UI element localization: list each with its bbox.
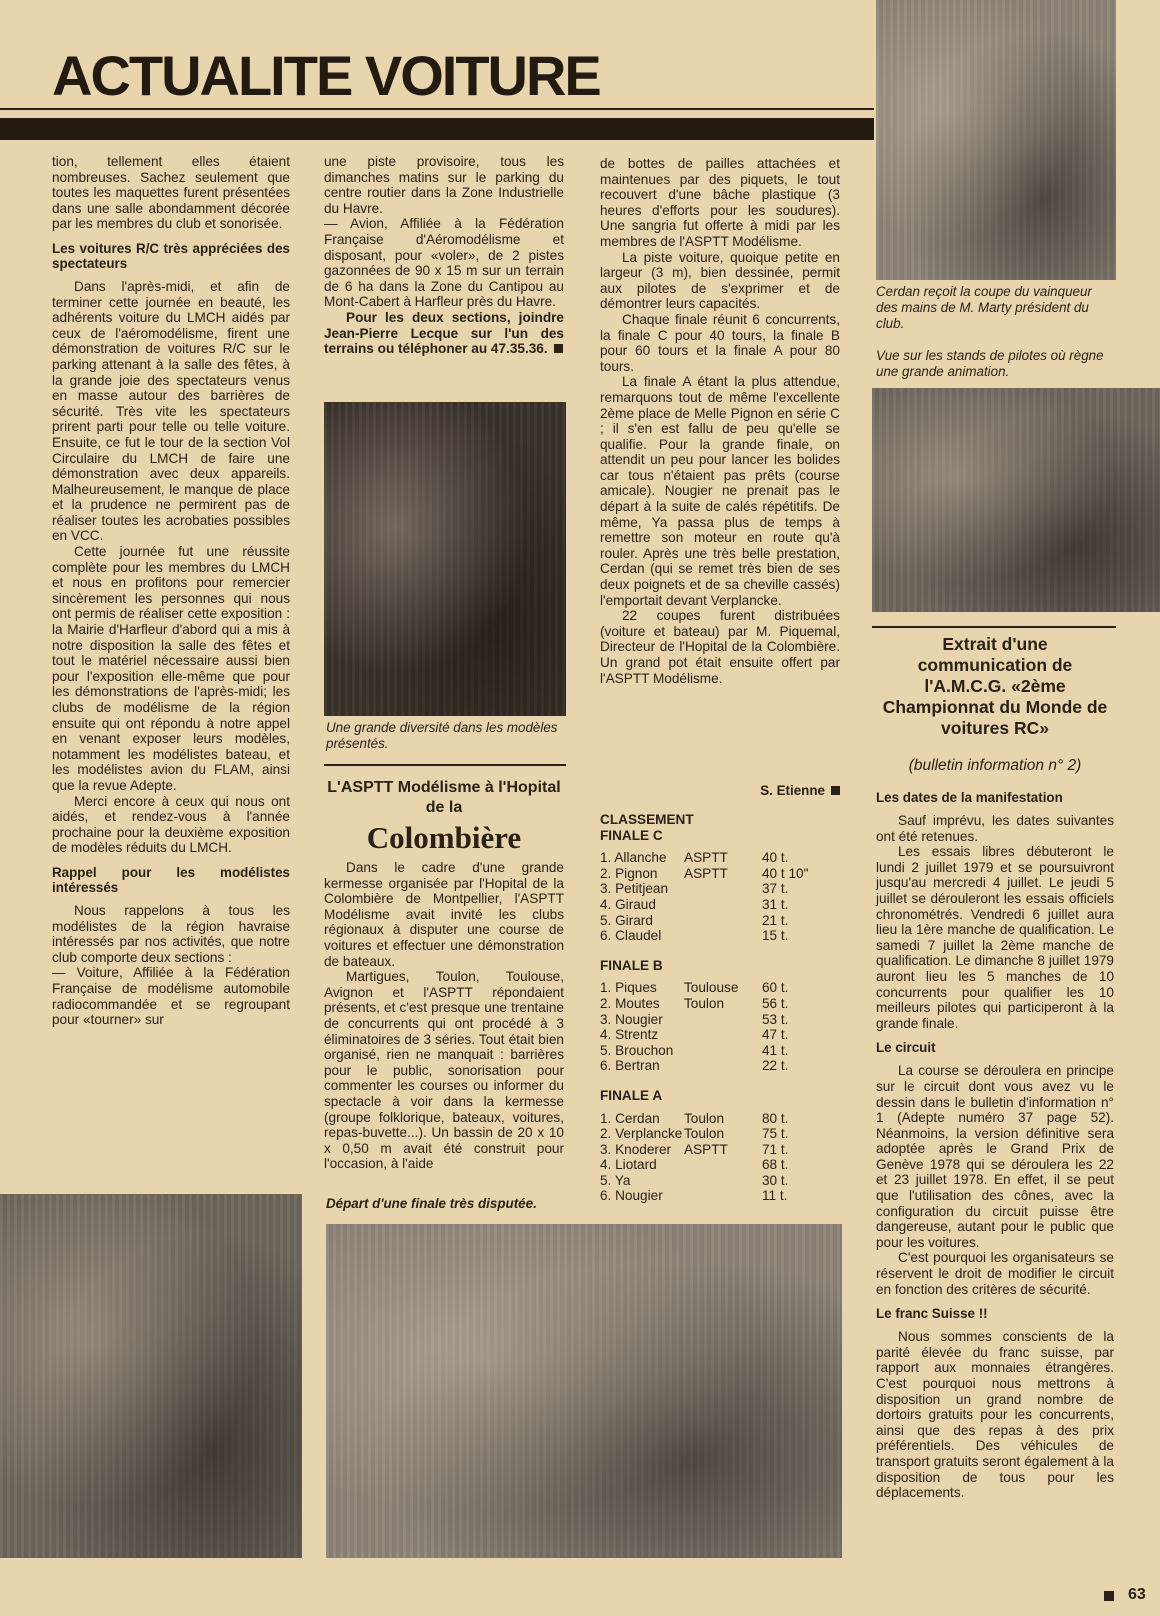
paragraph: Chaque finale réunit 6 concurrents, la finale C pour 40 tours, la finale B pour 60 tours et la finale A pour 80 tours. — [600, 311, 840, 374]
article-subtitle: (bulletin information n° 2) — [908, 757, 1082, 774]
result-name: 3. Nougier — [600, 1011, 663, 1027]
divider — [324, 764, 566, 766]
column-1 — [52, 154, 290, 1028]
result-name: 3. Petitjean — [600, 881, 669, 897]
result-club — [684, 1188, 762, 1204]
result-club — [684, 1027, 762, 1043]
subheading: Le franc Suisse !! — [876, 1306, 988, 1322]
result-laps: 80 t. — [762, 1110, 789, 1126]
result-name: 5. Girard — [600, 912, 653, 928]
header-rule — [0, 108, 874, 110]
result-laps: 31 t. — [762, 896, 789, 912]
result-club — [684, 1058, 762, 1074]
result-name: 5. Brouchon — [600, 1042, 674, 1058]
result-club: Toulon — [684, 1110, 725, 1126]
column-2 — [324, 154, 564, 357]
result-name: 2. Pignon — [600, 865, 658, 881]
result-name: 1. Allanche — [600, 850, 667, 866]
result-row — [600, 1188, 812, 1204]
result-row — [600, 913, 812, 929]
result-name: 3. Knoderer — [600, 1141, 672, 1157]
result-laps: 71 t. — [762, 1141, 789, 1157]
result-laps: 15 t. — [762, 928, 789, 944]
subheading: Les voitures R/C très appréciées des spectateurs — [52, 240, 290, 271]
paragraph: Nous rappelons à tous les modélistes de la région havraise intéressés par nos activités, que notre club comporte deux sections : — [52, 902, 290, 965]
paragraph: La finale A étant la plus attendue, remarquons tout de même l'excellente 2ème place de Melle Pignon en série C ; il s'en est fallu de peu qu'elle se qualifie. Pour la grande finale, on attendit un peu pour lancer les bolides car tous n'étaient pas prêts (course amicale). Nougier ne prenait pas le départ à la suite de calés répétitifs. De même, Ya passa plus de temps à remettre son moteur en route qu'à rouler. Après une très belle prestation, Cerdan (qui se remet très bien de ses deux poignets et de sa cheville cassés) l'emportait devant Verplancke. — [600, 374, 840, 608]
result-row — [600, 897, 812, 913]
result-club — [684, 1157, 762, 1173]
result-name: 5. Ya — [600, 1172, 631, 1188]
results-block — [600, 812, 840, 1218]
result-row — [600, 1126, 812, 1142]
end-mark — [831, 786, 840, 795]
result-name: 4. Giraud — [600, 896, 656, 912]
result-row — [600, 850, 812, 866]
paragraph: Les essais libres débuteront le lundi 2 juillet 1979 et se poursuivront jusqu'au mercredi 4 juillet. Le jeudi 5 juillet se dérouleront les essais officiels chronométrés. Vendredi 6 juillet aura lieu la 1ère manche de qualification. Le samedi 7 juillet la 2ème manche de qualification. Le dimanche 8 juillet 1979 auront lieu les 5 manches de 10 concurrents pour qualifier les 10 meilleurs pilotes qui participeront à la grande finale. — [876, 844, 1114, 1031]
result-row — [600, 1111, 812, 1127]
result-name: 4. Strentz — [600, 1027, 659, 1043]
result-club: ASPTT — [684, 1141, 728, 1157]
paragraph: Merci encore à ceux qui nous ont aidés, et rendez-vous à l'année prochaine pour la deuxième exposition de modèles réduits du LMCH. — [52, 793, 290, 856]
photo-pilot-stands — [872, 388, 1160, 612]
paragraph: Cette journée fut une réussite complète pour les membres du LMCH et nous en profitons pour remercier sincèrement les personnes qui nous ont permis de réaliser cette exposition : la Mairie d'Harfleur d'abord qui a mis à notre disposition la salle des fêtes et tout le matériel nécessaire aussi bien pour l'exposition elle-même que pour les démonstrations de l'après-midi; les clubs de modélisme de la région ensuite qui ont répondu à notre appel en venant exposer leurs modèles, notamment les modélistes bateau, et les modélistes avion du FLAM, ainsi que la revue Adepte. — [52, 544, 290, 793]
paragraph: — Avion, Affiliée à la Fédération Française d'Aéromodélisme et disposant, pour «voler», de 2 pistes gazonnées de 90 x 15 m sur un terrain de 6 ha dans la Zone du Cantipou au Mont-Cabert à Harfleur près du Havre. — [324, 216, 564, 310]
paragraph: Nous sommes conscients de la parité élevée du franc suisse, par rapport aux monnaies étrangères. C'est pourquoi nous mettrons à disposition un grand nombre de dortoirs gratuits pour les concurrents, ainsi que des repas à des prix préférentiels. Des véhicules de transport gratuits seront également à la disposition de tous pour les déplacements. — [876, 1329, 1114, 1501]
paragraph: Pour les deux sections, joindre Jean-Pierre Lecque sur l'un des terrains ou téléphoner au 47.35.36. — [324, 309, 564, 357]
result-row — [600, 1058, 812, 1074]
column-3 — [600, 156, 840, 686]
header-bar — [0, 118, 874, 140]
caption: Cerdan reçoit la coupe du vainqueur des mains de M. Marty président du club. — [876, 284, 1092, 331]
article-title: Extrait d'une communication de l'A.M.C.G. «2ème Championnat du Monde de voitures RC» — [882, 634, 1108, 738]
results-table-a — [600, 1111, 812, 1205]
result-name: 4. Liotard — [600, 1157, 657, 1173]
result-name: 2. Verplancke — [600, 1126, 683, 1142]
result-club — [684, 881, 762, 897]
paragraph: 22 coupes furent distribuées (voiture et bateau) par M. Piquemal, Directeur de l'Hopital de la Colombière. Un grand pot était ensuite offert par l'ASPTT Modélisme. — [600, 608, 840, 686]
caption: Une grande diversité dans les modèles présentés. — [326, 720, 558, 751]
end-mark — [1104, 1591, 1114, 1601]
result-row — [600, 1142, 812, 1158]
page-number: 63 — [1128, 1586, 1146, 1603]
paragraph: Dans le cadre d'une grande kermesse organisée par l'Hopital de la Colombière de Montpellier, l'ASPTT Modélisme avait invité les clubs régionaux à disputer une course de voitures et effectuer une démonstration de bateaux. — [324, 860, 564, 969]
signature: S. Etienne — [600, 783, 840, 798]
result-club — [684, 897, 762, 913]
end-mark — [554, 344, 563, 353]
result-laps: 75 t. — [762, 1126, 789, 1142]
paragraph: Martigues, Toulon, Toulouse, Avignon et l'ASPTT répondaient présents, et c'est presque une trentaine de concurrents qui ont procédé à 3 éliminatoires de 3 séries. Tout était bien organisé, rien ne manquait : barrières pour le public, sonorisation pour commenter les courses ou informer du spectacle à voir dans la kermesse (groupe folklorique, bateaux, voitures, repas-buvette...). Un bassin de 20 x 10 x 0,50 m avait été construit pour l'occasion, à l'aide — [324, 969, 564, 1172]
paragraph: — Voiture, Affiliée à la Fédération Française de modélisme automobile radiocommandée et se regroupant pour «tourner» sur — [52, 965, 290, 1028]
result-laps: 68 t. — [762, 1157, 789, 1173]
result-club — [684, 1012, 762, 1028]
photo-trophy — [876, 0, 1116, 280]
caption: Départ d'une finale très disputée. — [326, 1196, 537, 1211]
subheading: Rappel pour les modélistes intéressés — [52, 864, 290, 895]
result-club: Toulon — [684, 1126, 725, 1142]
result-club — [684, 913, 762, 929]
result-row — [600, 980, 812, 996]
result-laps: 40 t 10" — [762, 865, 809, 881]
paragraph: Sauf imprévu, les dates suivantes ont été retenues. — [876, 813, 1114, 844]
paragraph: La piste voiture, quoique petite en largeur (3 m), bien dessinée, permit aux pilotes de s'exprimer et de démontrer leurs capacités. — [600, 249, 840, 312]
result-row — [600, 996, 812, 1012]
result-row — [600, 1157, 812, 1173]
caption: Vue sur les stands de pilotes où règne une grande animation. — [876, 348, 1104, 379]
paragraph: tion, tellement elles étaient nombreuses. Sachez seulement que toutes les maquettes furent présentées dans une salle abondamment décorée par les membres du club et sonorisée. — [52, 154, 290, 232]
finale-title: FINALE A — [600, 1087, 663, 1103]
result-club: ASPTT — [684, 850, 728, 866]
result-laps: 41 t. — [762, 1042, 789, 1058]
result-row — [600, 1043, 812, 1059]
column-2-article — [324, 860, 564, 1172]
result-name: 6. Nougier — [600, 1188, 663, 1204]
result-laps: 37 t. — [762, 881, 789, 897]
subheading: Les dates de la manifestation — [876, 790, 1063, 805]
result-club — [684, 1173, 762, 1189]
result-row — [600, 1173, 812, 1189]
result-name: 2. Moutes — [600, 995, 660, 1011]
paragraph: C'est pourquoi les organisateurs se réservent le droit de modifier le circuit en fonction des critères de sécurité. — [876, 1250, 1114, 1297]
result-row — [600, 928, 812, 944]
divider — [872, 626, 1116, 628]
results-table-b — [600, 980, 812, 1074]
result-laps: 21 t. — [762, 912, 789, 928]
result-row — [600, 866, 812, 882]
page-headline: ACTUALITE VOITURE — [52, 44, 600, 107]
photo-finale-start — [326, 1224, 842, 1558]
result-laps: 11 t. — [762, 1188, 788, 1204]
result-club: Toulouse — [684, 980, 739, 996]
result-row — [600, 1012, 812, 1028]
result-name: 6. Bertran — [600, 1058, 660, 1074]
article-title-big: Colombière — [366, 820, 522, 855]
photo-model-cars — [324, 402, 566, 716]
column-4 — [876, 790, 1114, 1501]
photo-pit-stop — [0, 1194, 302, 1558]
paragraph: La course se déroulera en principe sur le circuit dont vous avez vu le dessin dans le bulletin d'information n° 1 (Adepte numéro 37 page 52). Néanmoins, la version définitive sera adoptée après le Grand Prix de Genève 1978 qui se déroulera les 22 et 23 juillet 1978. En effet, il se peut que l'utilisation des cônes, avec la configuration du circuit puisse être dangereuse, autant pour le public que pour les voitures. — [876, 1063, 1114, 1250]
finale-title: FINALE C — [600, 827, 663, 843]
result-club: Toulon — [684, 995, 725, 1011]
result-row — [600, 1027, 812, 1043]
result-laps: 40 t. — [762, 850, 789, 866]
article-title: L'ASPTT Modélisme à l'Hopital de la — [327, 779, 561, 816]
result-club — [684, 1043, 762, 1059]
result-laps: 53 t. — [762, 1011, 789, 1027]
result-name: 6. Claudel — [600, 928, 662, 944]
paragraph: Dans l'après-midi, et afin de terminer cette journée en beauté, les adhérents voiture du LMCH aidés par ceux de l'aéromodélisme, firent une démonstration de voitures R/C sur le parking attenant à la salle des fêtes, à la grande joie des spectateurs venus en masse autour des barrières de sécurité. Très vite les spectateurs prirent parti pour telle ou telle voiture. Ensuite, ce fut le tour de la section Vol Circulaire du LMCH de faire une démonstration avec deux appareils. Malheureusement, le manque de place et la prudence ne permirent pas de réaliser toutes les acrobaties possibles en VCC. — [52, 278, 290, 544]
result-club: ASPTT — [684, 865, 728, 881]
subheading: Le circuit — [876, 1040, 936, 1056]
result-name: 1. Piques — [600, 980, 657, 996]
results-table-c — [600, 850, 812, 944]
result-laps: 56 t. — [762, 995, 789, 1011]
result-row — [600, 881, 812, 897]
result-name: 1. Cerdan — [600, 1110, 660, 1126]
result-club — [684, 928, 762, 944]
result-laps: 22 t. — [762, 1058, 789, 1074]
finale-title: FINALE B — [600, 957, 663, 973]
result-laps: 47 t. — [762, 1027, 789, 1043]
paragraph: de bottes de pailles attachées et maintenues par des piquets, le tout recouvert d'une bâche plastique (3 heures d'efforts pour les soudures). Une sangria fut offerte à midi par les membres de l'ASPTT Modélisme. — [600, 156, 840, 249]
result-laps: 60 t. — [762, 980, 789, 996]
result-laps: 30 t. — [762, 1172, 789, 1188]
paragraph: une piste provisoire, tous les dimanches matins sur le parking du centre routier dans la Zone Industrielle du Havre. — [324, 154, 564, 216]
results-heading: CLASSEMENT — [600, 812, 694, 827]
